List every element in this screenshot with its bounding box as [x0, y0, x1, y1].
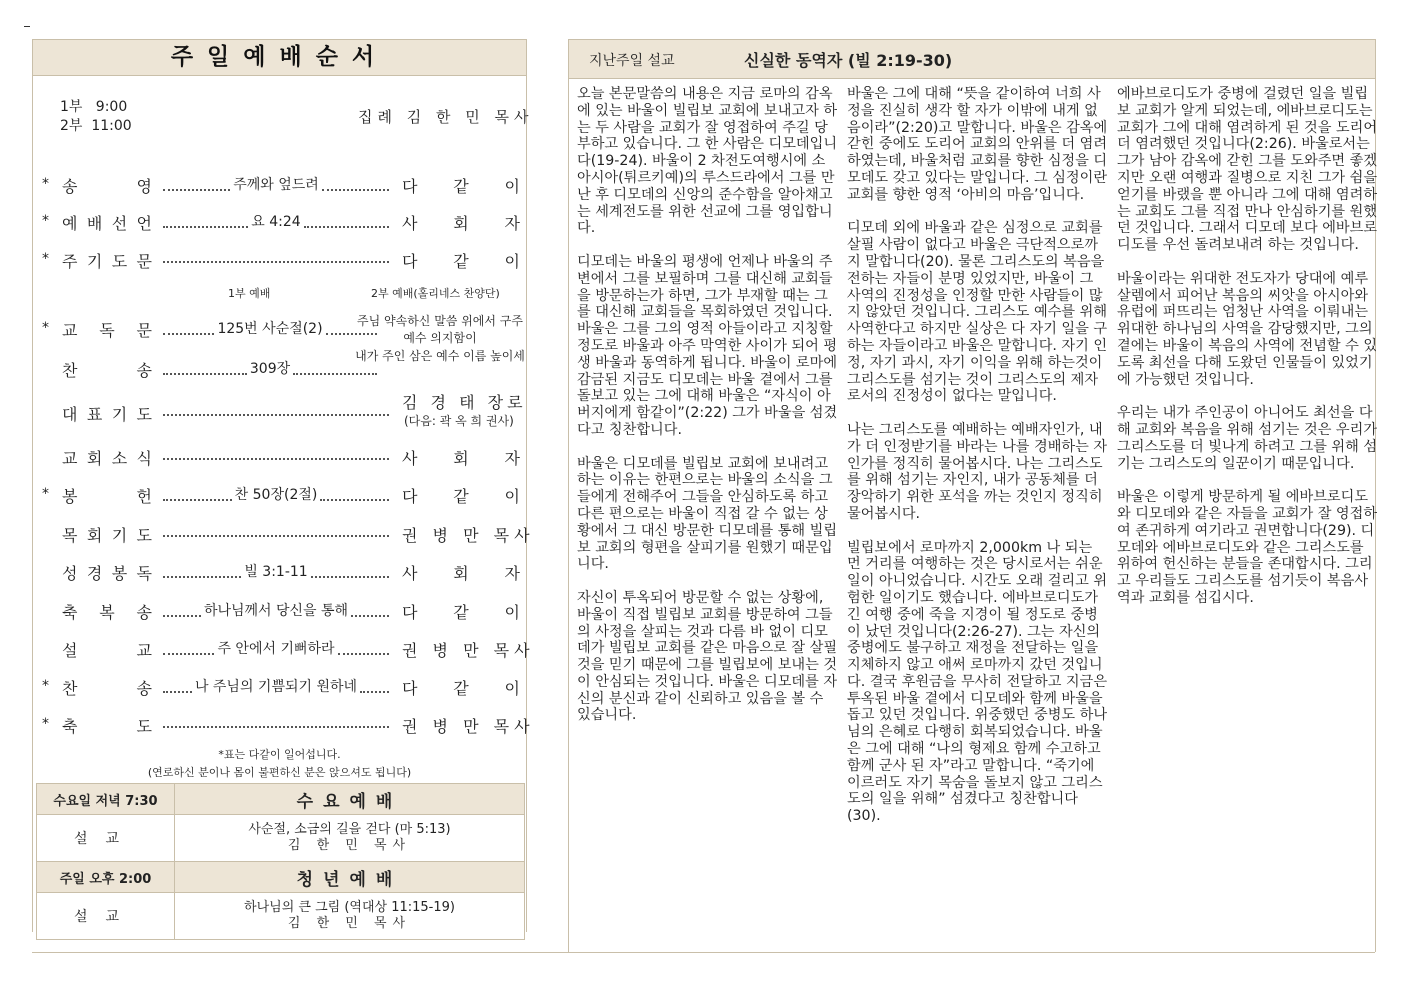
- stand-mark: *: [42, 320, 49, 336]
- item-leader: 사 회 자: [402, 214, 520, 233]
- youth-service: 청년예배: [175, 862, 525, 893]
- item-label: 송 영: [62, 177, 152, 196]
- item-label: 설 교: [62, 641, 152, 660]
- item-leader: 다 같 이: [402, 679, 520, 698]
- hymn-second-service: 내가 주인 삼은 예수 이름 높이세: [355, 349, 525, 363]
- sermon-column-3: [1117, 86, 1379, 624]
- order-of-worship-title: 주일예배순서: [32, 39, 527, 76]
- item-detail: 주께와 엎드려: [160, 174, 392, 194]
- youth-header: [37, 862, 525, 893]
- sermon-paragraph: 자신이 투옥되어 방문할 수 없는 상황에, 바울이 직접 빌립보 교회를 방문하여 그들의 사정을 살피는 것과 다름 바 없이 디모데가 빌립보 교회를 같은 마음으로 잘 살필 것을 믿기 때문에 그를 빌립보에 보내는 것이 안심되는 것입니다. 바울은 디모데를 자신의 분신과 같이 신뢰하고 있음을 볼 수 있습니다.: [577, 589, 838, 724]
- sermon-paragraph: 바울은 이렇게 방문하게 될 에바브로디도와 디모데와 같은 자들을 교회가 잘 영접하여 존귀하게 여기라고 권면합니다(29). 디모데와 에바브로디도와 같은 그리스도를 위하여 헌신하는 분들을 존대합시다. 그리고 우리들도 그리스도를 섬기듯이 복음사역과 교회를 섬깁시다.: [1117, 489, 1378, 606]
- sermon-paragraph: 에바브로디도가 중병에 걸렸던 일을 빌립보 교회가 알게 되었는데, 에바브로디도는 교회가 그에 대해 염려하게 된 것을 도리어 더 염려했던 것입니다(2:26). 바울로서는 그가 남아 감옥에 갇힌 그를 도와주면 좋겠지만 오랜 여행과 질병으로 지친 그가 쉼을 얻기를 바랬을 뿐 아니라 그에 대해 염려하는 교회도 그를 직접 만나 안심하기를 원했던 것입니다. 그래서 디모데 보다 에바브로디도를 우선 돌려보내려 하는 것입니다.: [1117, 86, 1378, 254]
- page-bottom-rule: [32, 952, 1375, 953]
- item-detail: 요 4:24: [160, 211, 392, 231]
- presider: 집례 김 한 민 목사: [358, 108, 534, 126]
- item-label: 찬 송: [62, 679, 152, 698]
- item-label: 목 회 기 도: [62, 526, 152, 545]
- sermon-paragraph: 오늘 본문말씀의 내용은 지금 로마의 감옥에 있는 바울이 빌립보 교회에 보내고자 하는 두 사람을 교회가 잘 영접하여 주길 당부하고 있습니다. 그 한 사람은 디모데입니다(19-24). 바울이 2 차전도여행시에 소아시아(튀르키예)의 루스드라에서 그를 만난 후 디모데의 신앙의 준수함을 알아채고는 세계전도를 위한 선교에 그를 영입합니다.: [577, 86, 838, 237]
- item-leader: 사 회 자: [402, 564, 520, 583]
- service-times: [60, 98, 132, 136]
- sermon-paragraph: 바울이라는 위대한 전도자가 당대에 예루살렘에서 피어난 복음의 씨앗을 아시아와 유럽에 퍼뜨리는 엄청난 사역을 이뤄내는 위대한 하나님의 사역을 감당했지만, 그의 곁에는 바울이 복음의 사역에 전념할 수 있도록 최선을 다해 도왔던 인물들이 있었기에 가능했던 것입니다.: [1117, 270, 1378, 388]
- worship-item-pastoral-prayer: [42, 523, 535, 547]
- last-sermon-header: [568, 39, 1376, 79]
- item-label: 봉 헌: [62, 487, 152, 506]
- item-leader: 권 병 만 목사: [402, 641, 535, 660]
- worship-item-offering: [42, 484, 522, 508]
- youth-preacher: 김 한 민 목사: [287, 916, 412, 931]
- item-detail: 주 안에서 기뻐하라: [160, 638, 392, 658]
- item-label: 주 기 도 문: [62, 252, 152, 271]
- item-label: 성 경 봉 독: [62, 564, 152, 583]
- worship-item-call: [42, 211, 522, 235]
- youth-detail: [175, 893, 525, 940]
- wednesday-detail: [175, 815, 525, 862]
- stand-mark: *: [42, 176, 49, 192]
- responsive-second-service: 주님 약속하신 말씀 위에서 구주 예수 의지함이: [357, 314, 523, 345]
- second-service-time: 2부 11:00: [60, 118, 132, 134]
- wednesday-role: 설교: [37, 815, 175, 862]
- item-label: 찬 송: [62, 361, 152, 380]
- item-leader: 권 병 만 목사: [402, 526, 535, 545]
- item-leader: 다 같 이: [402, 177, 520, 196]
- item-leader: 다 같 이: [402, 252, 520, 271]
- item-label: 예 배 선 언: [62, 214, 152, 233]
- item-detail: [160, 714, 392, 728]
- worship-item-sermon: [42, 638, 535, 662]
- wednesday-preacher: 김 한 민 목사: [287, 838, 412, 853]
- sermon-paragraph: 바울은 디모데를 빌립보 교회에 보내려고 하는 이유는 한편으로는 바울의 소식을 그들에게 전해주어 그들을 안심하도록 하고 다른 편으로는 바울이 직접 갈 수 없는 상황에서 그 대신 방문한 디모데를 통해 빌립보 교회의 형편을 살피기를 원했기 때문입니다.: [577, 455, 838, 573]
- item-detail: [160, 402, 392, 416]
- item-label: 교 회 소 식: [62, 449, 152, 468]
- item-detail: 309장: [160, 358, 380, 378]
- sermon-column-2: [847, 86, 1109, 842]
- item-detail: 125번 사순절(2): [160, 318, 380, 338]
- worship-item-scripture: [42, 561, 522, 585]
- other-services-table: [36, 783, 525, 940]
- item-label: 축 도: [62, 717, 152, 736]
- worship-item-lords-prayer: [42, 249, 522, 273]
- item-detail: 하나님께서 당신을 통해: [160, 600, 392, 620]
- sermon-paragraph: 빌립보에서 로마까지 2,000km 나 되는 먼 거리를 여행하는 것은 당시로서는 쉬운 일이 아니었습니다. 시간도 오래 걸리고 위험한 일이기도 했습니다. 에바브로디도가 긴 여행 중에 죽을 지경이 될 정도로 중병이 났던 것입니다(2:26-27). 그는 자신의 중병에도 불구하고 재정을 전달하는 일을 지체하지 않고 애써 로마까지 갔던 것입니다. 결국 후원금을 무사히 전달하고 지금은 투옥된 바울 곁에서 디모데와 함께 바울을 돕고 있던 것입니다. 위중했던 중병도 하나님의 은혜로 다행히 회복되었습니다. 바울은 그에 대해 “나의 형제요 함께 수고하고 함께 군사 된 자”라고 말합니다. “죽기에 이르러도 자기 목숨을 돌보지 않고 그리스도의 일을 위해” 섬겼다고 칭찬합니다(30).: [847, 539, 1108, 825]
- elder-note: (연로하신 분이나 몸이 불편하신 분은 앉으셔도 됩니다): [147, 766, 412, 779]
- first-service-label: 1부 예배: [228, 287, 271, 300]
- worship-item-benediction: [42, 714, 535, 738]
- wednesday-time: 수요일 저녁 7:30: [37, 784, 175, 815]
- youth-time: 주일 오후 2:00: [37, 862, 175, 893]
- item-detail: 나 주님의 기쁨되기 원하네: [160, 676, 392, 696]
- worship-item-announcements: [42, 446, 522, 470]
- stand-mark: *: [42, 213, 49, 229]
- item-detail: 찬 50장(2절): [160, 484, 392, 504]
- item-leader: 사 회 자: [402, 449, 520, 468]
- youth-sermon: 하나님의 큰 그림 (역대상 11:15-19): [244, 900, 455, 915]
- sermon-paragraph: 디모데는 바울의 평생에 언제나 바울의 주변에서 그를 보필하며 그를 대신해 교회들을 방문하는가 하면, 그가 부재할 때는 그를 대신해 교회들을 목회하였던 것입니다. 바울은 그를 그의 영적 아들이라고 지칭할 정도로 바울과 아주 막역한 사이가 되어 평생 바울과 동역하게 됩니다. 바울이 로마에 감금된 지금도 디모데는 바울 곁에서 그를 돌보고 있는 그에 대해 바울은 “자식이 아버지에게 함같이”(2:22) 그가 바울을 섬겼다고 칭찬합니다.: [577, 253, 838, 438]
- wednesday-service: 수요예배: [175, 784, 525, 815]
- stray-mark: [24, 26, 30, 27]
- stand-mark: *: [42, 486, 49, 502]
- item-leader: 다 같 이: [402, 487, 520, 506]
- item-detail: [160, 446, 392, 460]
- wednesday-sermon: 사순절, 소금의 길을 걷다 (마 5:13): [248, 822, 451, 837]
- youth-role: 설교: [37, 893, 175, 940]
- item-leader: 다 같 이: [402, 603, 520, 622]
- item-detail: [160, 523, 392, 537]
- sermon-column-1: [577, 86, 839, 741]
- worship-item-closing-hymn: [42, 676, 522, 700]
- item-detail: [160, 249, 392, 263]
- last-sermon-label: 지난주일 설교: [589, 53, 675, 69]
- item-label: 대 표 기 도: [62, 405, 152, 424]
- worship-item-blessing-song: [42, 600, 522, 624]
- last-sermon-title: 신실한 동역자 (빌 2:19-30): [744, 51, 953, 70]
- item-leader: 권 병 만 목사: [402, 717, 535, 736]
- stand-mark: *: [42, 678, 49, 694]
- worship-item-doxology: [42, 174, 522, 198]
- item-label: 교 독 문: [62, 321, 152, 340]
- item-label: 축 복 송: [62, 603, 152, 622]
- stand-mark: *: [42, 716, 49, 732]
- sermon-paragraph: 바울은 그에 대해 “뜻을 같이하여 너희 사정을 진실히 생각 할 자가 이밖에 내게 없음이라”(2:20)고 말합니다. 바울은 감옥에 갇힌 중에도 도리어 교회의 안위를 더 염려하였는데, 바울처럼 교회를 향한 심정을 디모데도 갖고 있다는 말입니다. 그 심정이란 교회를 향한 영적 ‘아비의 마음’입니다.: [847, 86, 1108, 203]
- stand-mark: *: [42, 251, 49, 267]
- prayer-next-week: (다음: 곽 옥 희 권사): [404, 414, 514, 428]
- stand-note: *표는 다같이 일어섭니다.: [218, 748, 341, 761]
- item-detail: 빌 3:1-11: [160, 561, 392, 581]
- sermon-paragraph: 디모데 외에 바울과 같은 심정으로 교회를 살필 사람이 없다고 바울은 극단적으로까지 말합니다(20). 물론 그리스도의 복음을 전하는 자들이 분명 있었지만, 바울이 그 사역의 진정성을 인정할 만한 사람들이 많지 않았던 것입니다. 그리스도 예수를 위해 사역한다고 하지만 실상은 다 자기 일을 구하는 자들이라고 바울은 말합니다. 자기 인정, 자기 과시, 자기 이익을 위해 하는것이 그리스도를 섬기는 것이 그리스도의 제자로서의 진정성이 없다는 말입니다.: [847, 220, 1108, 405]
- item-leader: 김 경 태 장로: [402, 393, 527, 412]
- sermon-paragraph: 우리는 내가 주인공이 아니어도 최선을 다해 교회와 복음을 위해 섬기는 것은 우리가 그리스도를 더 빛나게 하려고 그를 위해 섬기는 그리스도의 일꾼이기 때문입니다.: [1117, 405, 1378, 472]
- sermon-paragraph: 나는 그리스도를 예배하는 예배자인가, 내가 더 인정받기를 바라는 나를 경배하는 자인가를 정직히 물어봅시다. 나는 그리스도를 위해 섬기는 자인지, 내가 공동체를 더 장악하기 위한 포석을 까는 것인지 정직히 물어봅시다.: [847, 421, 1108, 522]
- wednesday-header: [37, 784, 525, 815]
- youth-row: [37, 893, 525, 940]
- second-service-label: 2부 예배(홀리네스 찬양단): [371, 287, 500, 300]
- wednesday-row: [37, 815, 525, 862]
- first-service-time: 1부 9:00: [60, 99, 128, 115]
